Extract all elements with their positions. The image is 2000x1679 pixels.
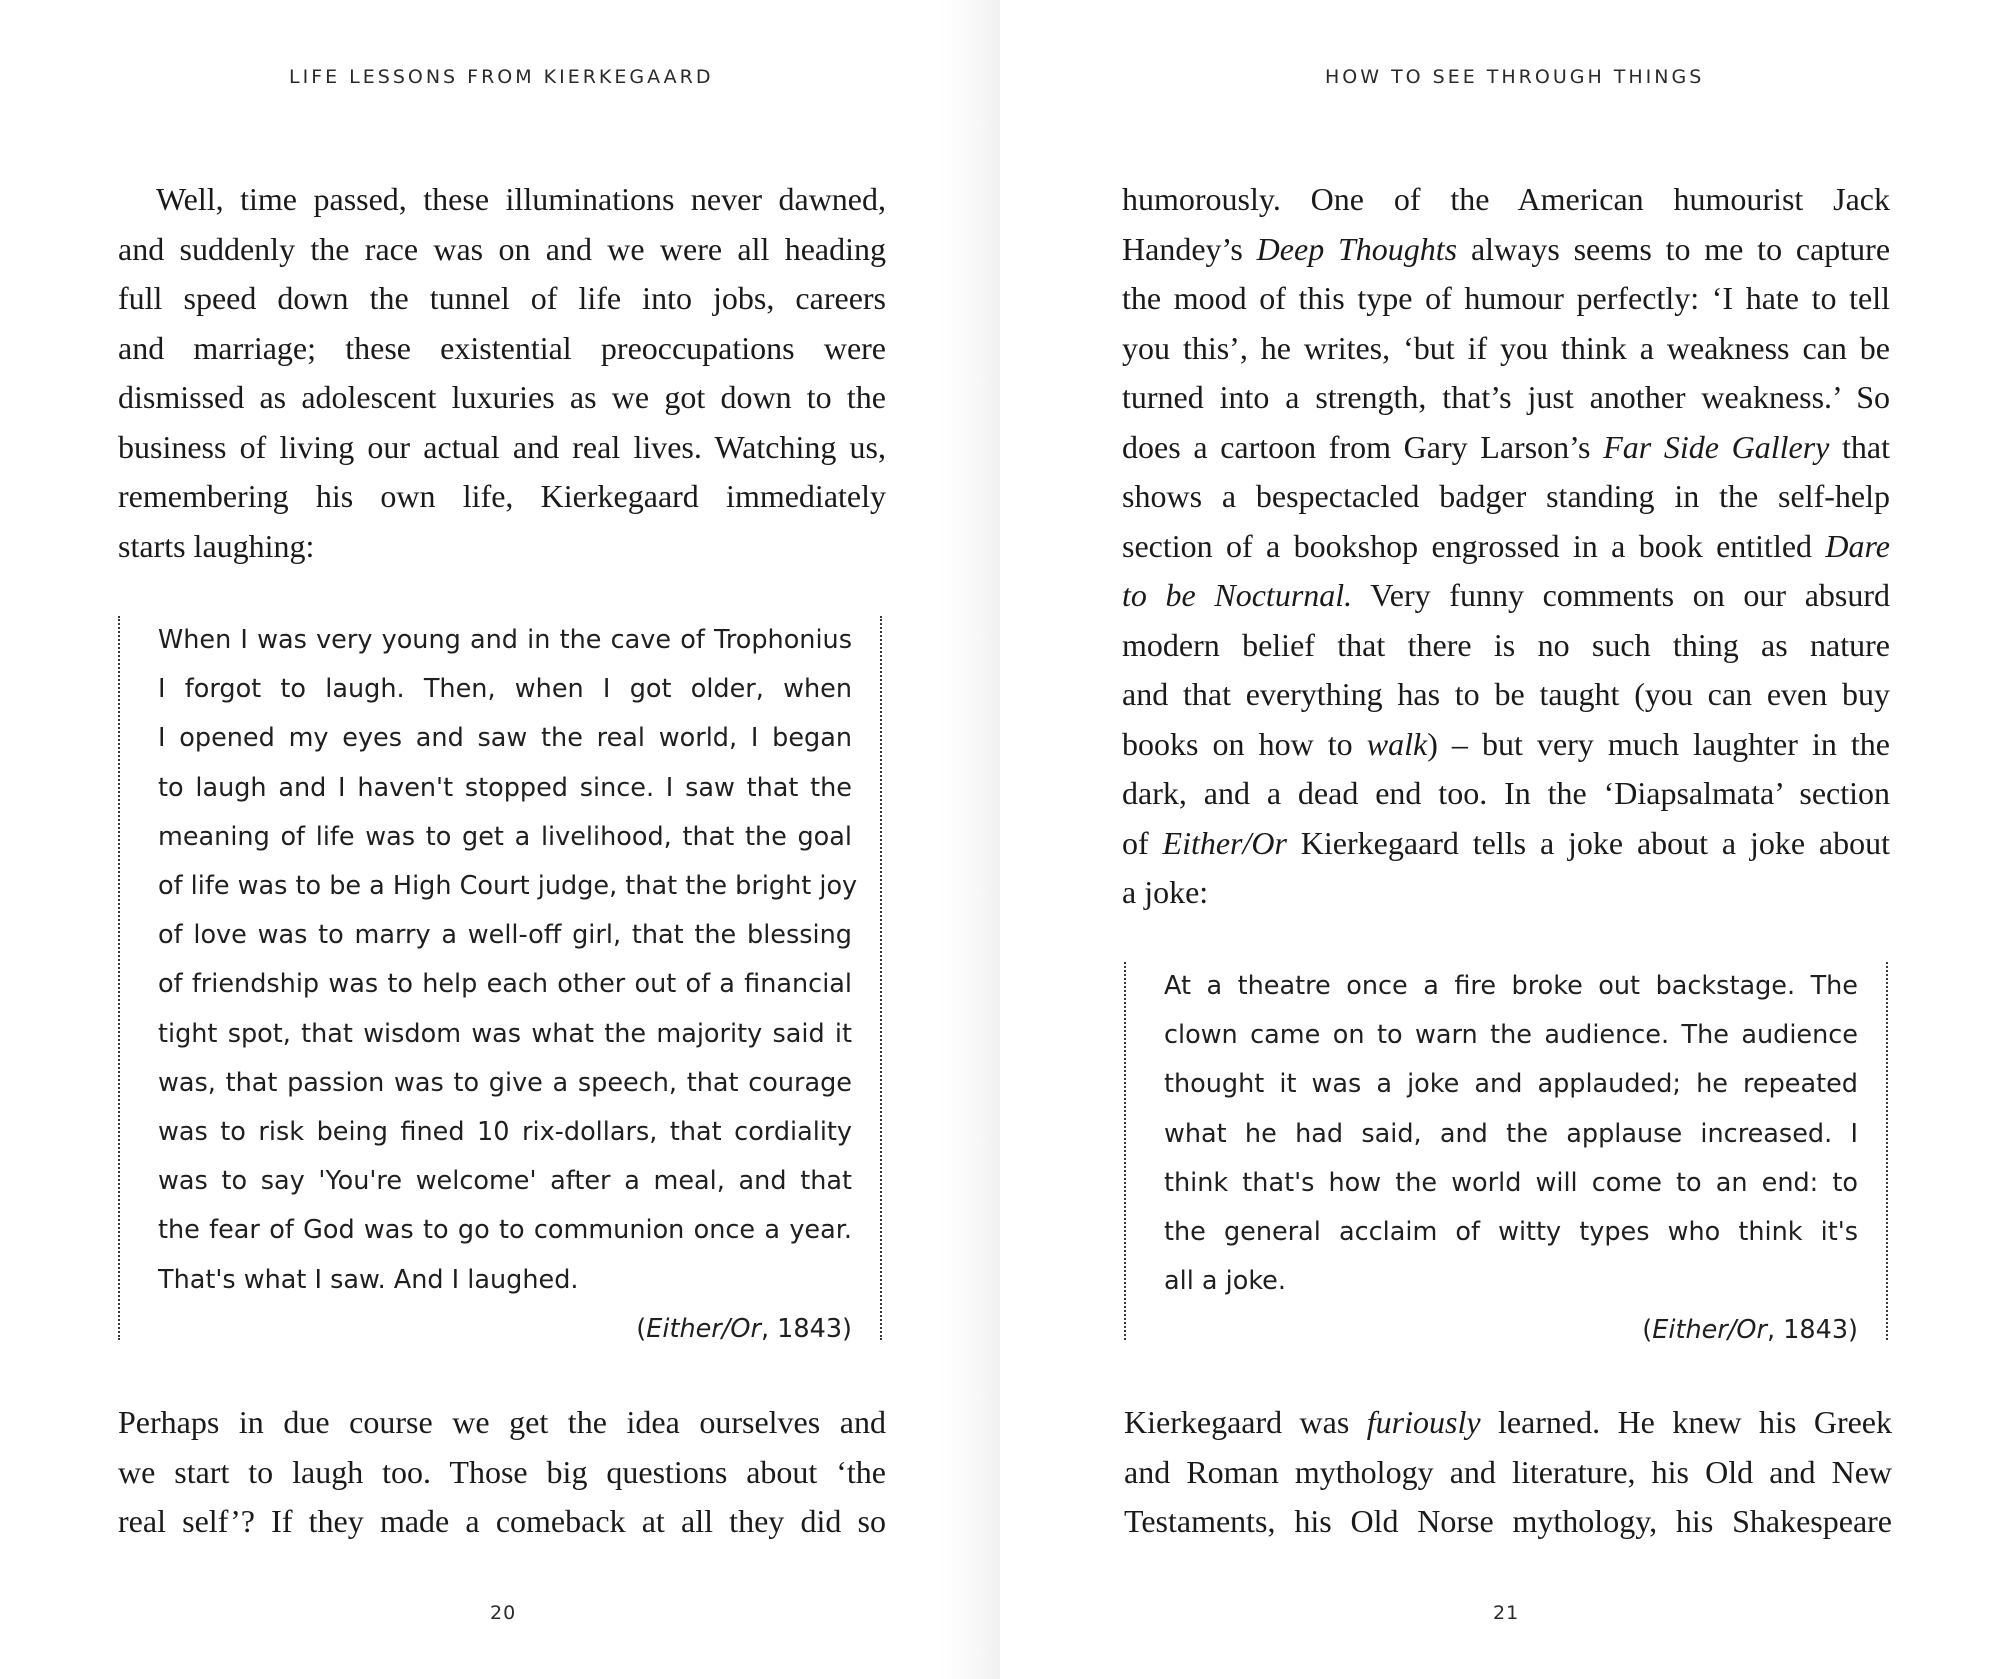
- text-line: humorously. One of the American humourist Jack: [1122, 181, 1890, 217]
- quote-line: what he had said, and the applause increased. I: [1164, 1118, 1858, 1149]
- left-paragraph-1: [118, 175, 886, 571]
- quote-line: tight spot, that wisdom was what the majority said it: [158, 1018, 852, 1049]
- text-line: dismissed as adolescent luxuries as we got down to the: [118, 379, 886, 415]
- text-line: Perhaps in due course we get the idea ourselves and: [118, 1404, 886, 1440]
- text-line: Well, time passed, these illuminations never dawned,: [156, 181, 886, 217]
- quote-citation: (Either/Or, 1843): [1642, 1315, 1858, 1346]
- quote-line: of friendship was to help each other out of a financial: [158, 969, 852, 1000]
- quote-line: I opened my eyes and saw the real world, I began: [158, 723, 852, 754]
- text-line: turned into a strength, that’s just another weakness.’ So: [1122, 379, 1890, 415]
- text-line: of Either/Or Kierkegaard tells a joke about a joke about: [1122, 824, 1891, 861]
- left-paragraph-2: [118, 1398, 886, 1547]
- quote-line: thought it was a joke and applauded; he repeated: [1164, 1069, 1858, 1100]
- running-head-left: LIFE LESSONS FROM KIERKEGAARD: [289, 66, 714, 88]
- text-line: remembering his own life, Kierkegaard immediately: [118, 478, 886, 514]
- text-line: we start to laugh too. Those big questions about ‘the: [118, 1453, 886, 1490]
- quote-line: to laugh and I haven't stopped since. I saw that the: [158, 772, 852, 803]
- text-line: a joke:: [1122, 874, 1209, 910]
- text-line: Kierkegaard was furiously learned. He knew his Greek: [1124, 1404, 1893, 1440]
- quote-citation: (Either/Or, 1843): [636, 1313, 852, 1344]
- text-line: does a cartoon from Gary Larson’s Far Side Gallery that: [1122, 428, 1891, 465]
- text-line: and Roman mythology and literature, his Old and New: [1124, 1453, 1892, 1490]
- text-line: to be Nocturnal. Very funny comments on our absurd: [1122, 577, 1890, 613]
- text-line: you this’, he writes, ‘but if you think a weakness can be: [1122, 329, 1890, 366]
- text-line: real self’? If they made a comeback at all they did so: [118, 1503, 886, 1539]
- quote-line: clown came on to warn the audience. The audience: [1164, 1020, 1858, 1051]
- text-line: full speed down the tunnel of life into jobs, careers: [118, 280, 886, 316]
- quote-line: was to risk being fined 10 rix-dollars, that cordiality: [158, 1117, 852, 1148]
- quote-line: I forgot to laugh. Then, when I got older, when: [158, 674, 852, 705]
- quote-line: At a theatre once a fire broke out backstage. The: [1164, 971, 1858, 1001]
- page-number-left: 20: [490, 1602, 517, 1624]
- quote-line: the fear of God was to go to communion once a year.: [158, 1215, 852, 1246]
- quote-line: was to say 'You're welcome' after a meal, and that: [158, 1166, 852, 1197]
- text-line: Handey’s Deep Thoughts always seems to me to capture: [1122, 230, 1891, 267]
- right-page: [1000, 0, 2000, 1679]
- running-head-right: HOW TO SEE THROUGH THINGS: [1325, 66, 1705, 88]
- quote-line: of love was to marry a well-off girl, that the blessing: [158, 920, 852, 951]
- quote-line: When I was very young and in the cave of Trophonius: [158, 625, 852, 655]
- text-line: dark, and a dead end too. In the ‘Diapsalmata’ section: [1122, 775, 1890, 811]
- quote-line: think that's how the world will come to an end: to: [1164, 1167, 1858, 1198]
- text-line: starts laughing:: [118, 527, 315, 564]
- text-line: and marriage; these existential preoccupations were: [118, 329, 886, 366]
- text-line: books on how to walk) – but very much laughter in the: [1122, 725, 1891, 762]
- right-paragraph-2: [1124, 1398, 1892, 1547]
- quote-line: That's what I saw. And I laughed.: [158, 1264, 579, 1295]
- quote-line: meaning of life was to get a livelihood, that the goal: [158, 821, 852, 852]
- text-line: modern belief that there is no such thing as nature: [1122, 626, 1890, 663]
- text-line: Testaments, his Old Norse mythology, his Shakespeare: [1124, 1503, 1892, 1539]
- quote-line: all a joke.: [1164, 1266, 1286, 1297]
- text-line: section of a bookshop engrossed in a book entitled Dare: [1122, 527, 1890, 564]
- text-line: the mood of this type of humour perfectly: ‘I hate to tell: [1122, 280, 1890, 316]
- page-number-right: 21: [1493, 1602, 1520, 1624]
- right-blockquote: [1124, 962, 1888, 1346]
- right-paragraph-1: [1122, 175, 1890, 918]
- book-gutter: [940, 0, 1000, 1679]
- text-line: shows a bespectacled badger standing in the self-help: [1122, 478, 1890, 514]
- left-blockquote: [118, 616, 882, 1344]
- text-line: business of living our actual and real lives. Watching us,: [118, 428, 886, 465]
- quote-line: was, that passion was to give a speech, that courage: [158, 1067, 852, 1098]
- text-line: and that everything has to be taught (you can even buy: [1122, 676, 1890, 712]
- quote-line: of life was to be a High Court judge, that the bright joy: [158, 871, 858, 902]
- text-line: and suddenly the race was on and we were all heading: [118, 230, 886, 267]
- quote-line: the general acclaim of witty types who think it's: [1164, 1217, 1858, 1248]
